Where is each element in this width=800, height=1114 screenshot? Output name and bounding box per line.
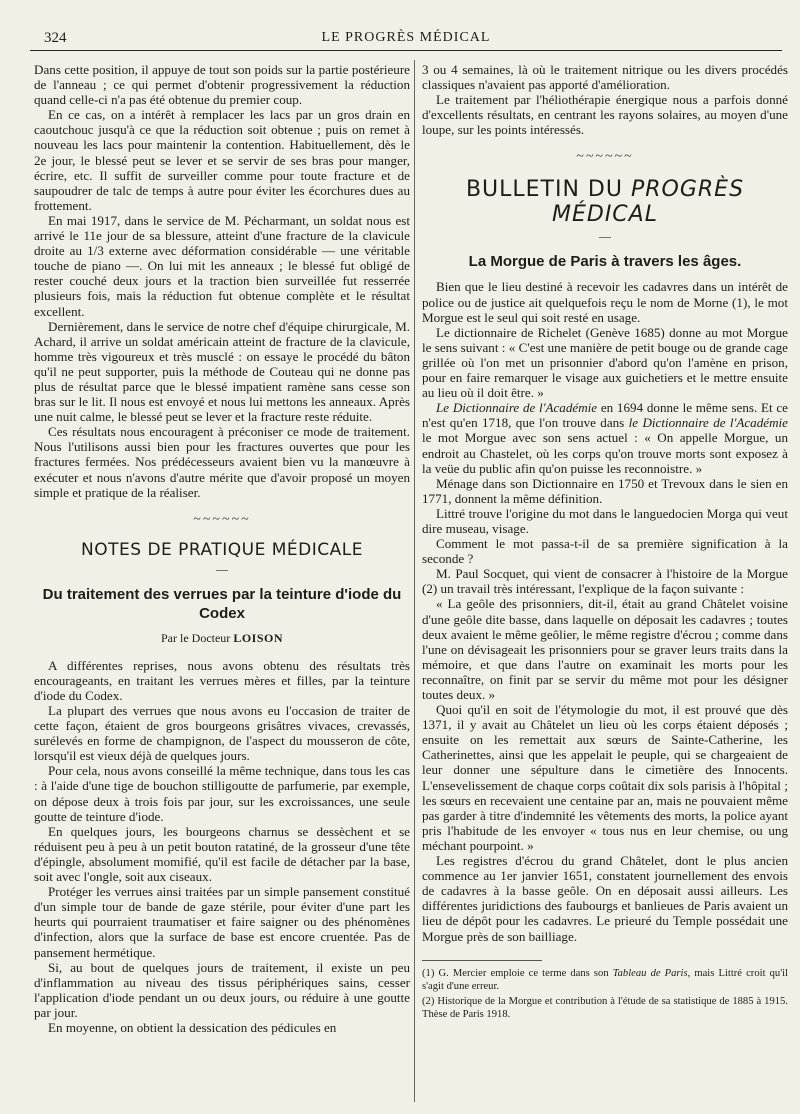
paragraph: Le dictionnaire de Richelet (Genève 1685) donne au mot Morgue le sens suivant : « C'est une manière de petit bouge ou de grande cage grillée où l'on met un prisonnier d'abord qu'on l'amène en prison, pour en faire remarquer le visage aux guichetiers et le mettre ensuite au lieu où il doit être. » (422, 324, 788, 401)
section-title-part: PROGRÈS MÉDICAL (552, 177, 745, 228)
paragraph: Quoi qu'il en soit de l'étymologie du mot, il est prouvé que dès 1371, il y avait au Châtelet un lieu où les corps étaient déposés ; ensuite on les remettait aux sœurs de Sainte-Catherine, les Catherinettes, ainsi que les appelait le peuple, qui se chargeaient de leur donner une sépulture dans le cimetière des Innocents. L'ensevelissement de chaque corps coûtait dix sols parisis à l'hôpital ; les sœurs en recevaient une centaine par an, mais ne pouvaient même pas garder à titre d'indemnité les vêtements des morts, la police ayant pris l'habitude de les envoyer « tous nus en leur chemise, ou ung méchant pourpoint. » (422, 702, 788, 853)
page-header (30, 28, 782, 51)
footnote (422, 967, 788, 993)
dash: — (599, 229, 611, 244)
paragraph: Si, au bout de quelques jours de traitement, il existe un peu d'inflammation au niveau des tissus périphériques sains, cesser l'application d'iode pendant un ou deux jours, ou réduire à une goutte par jour. (34, 959, 410, 1020)
text-run: , mais Littré croit qu'il s'agit d'une erreur. (422, 967, 788, 992)
section-title: NOTES DE PRATIQUE MÉDICALE (81, 539, 363, 560)
paragraph: En moyenne, on obtient la dessication des pédicules en (48, 1019, 337, 1035)
paragraph: M. Paul Socquet, qui vient de consacrer à l'histoire de la Morgue (2) un travail très intéressant, l'explique de la façon suivante : (422, 566, 788, 597)
paragraph: A différentes reprises, nous avons obtenu des résultats très encourageants, en traitant les verrues mères et filles, par la teinture d'iode du Codex. (34, 657, 410, 703)
left-column (34, 62, 410, 1102)
paragraph: Protéger les verrues ainsi traitées par un simple pansement constitué d'un simple tour de bande de gaze stérile, pour éviter d'une part les heurts qui pourraient traumatiser et faire saigner ou des phénomènes d'infection, alors que la surface de base est encore cruentée. Pas de pansement hermétique. (34, 884, 410, 960)
italic-text: Le Dictionnaire de l'Académie (436, 400, 598, 416)
text-run: le mot Morgue avec son sens actuel : « On appelle Morgue, un endroit au Chastelet, où les corps qu'on trouve morts sont exposez à la veüe du public afin qu'on puisse les reconnoistre. » (422, 430, 788, 476)
paragraph: La plupart des verrues que nous avons eu l'occasion de traiter de cette façon, étaient de gros bourgeons grisâtres vivaces, crevassés, surélevés en forme de champignon, de l'aspect du mousseron de côte, lorsqu'il est vieux déjà de quelques jours. (34, 703, 410, 764)
right-column (422, 62, 788, 1102)
article-title: Du traitement des verrues par la teinture d'iode du Codex (42, 585, 402, 622)
footnote: (2) Historique de la Morgue et contribution à l'étude de sa statistique de 1885 à 1915. Thèse de Paris 1918. (422, 995, 788, 1020)
italic-text: le Dictionnaire de l'Académie (628, 415, 788, 431)
paragraph: 3 ou 4 semaines, là où le traitement nitrique ou les divers procédés classiques n'avaient pas apporté d'amélioration. (422, 62, 788, 93)
running-title: LE PROGRÈS MÉDICAL (321, 30, 491, 45)
text-run: (1) G. Mercier emploie ce terme dans son (422, 967, 613, 979)
ornament-divider: ~~~~~~ (576, 149, 634, 165)
paragraph: Bien que le lieu destiné à recevoir les cadavres dans un intérêt de police ou de justice ait quelquefois reçu le nom de Morne (1), le mot Morgue est le seul qui soit resté en usage. (422, 279, 788, 325)
byline-author: LOISON (233, 630, 283, 645)
paragraph: Le traitement par l'héliothérapie énergique nous a parfois donné d'excellents résultats, en centrant les rayons solaires, au moyen d'une loupe, sur les points intéressés. (422, 92, 788, 138)
text-run: en 1694 donne le même sens. Et ce n'est qu'en 1718, que l'on trouve dans (422, 400, 788, 431)
footnote-rule (422, 960, 542, 961)
paragraph: Les registres d'écrou du grand Châtelet, dont le plus ancien commence au 1er janvier 1651, constatent journellement des envois de cadavres à la basse geôle. On en déposait aussi ailleurs. Les différentes juridictions des faubourgs et banlieues de Paris avaient un lieu de dépôt pour les cadavres. Le prieuré du Temple possédait une Morgue près de son bailliage. (422, 853, 788, 944)
paragraph: Dernièrement, dans le service de notre chef d'équipe chirurgicale, M. Achard, il arrive un soldat américain atteint de fracture de la clavicule, homme très vigoureux et très musclé : on essaye le procédé du bâton qu'il ne peut supporter, puis la méthode de Couteau qui ne donne pas plus de résultat parce que le blessé impatient ramène sans cesse son bras sur le lit. Il nous est envoyé et nous lui mettons les anneaux. Après une nuit calme, le blessé peut se lever et la fracture reste réduite. (34, 318, 410, 425)
dash: — (216, 561, 228, 576)
column-divider (414, 60, 415, 1102)
paragraph: Comment le mot passa-t-il de sa première signification à la seconde ? (422, 536, 788, 567)
paragraph: Littré trouve l'origine du mot dans le languedocien Morga qui veut dire museau, visage. (422, 505, 788, 536)
paragraph: Pour cela, nous avons conseillé la même technique, dans tous les cas : à l'aide d'une tige de bouchon stilligoutte de parfumerie, par exemple, on dépose deux à trois fois par jour, sur les excroissances, une seule goutte de teinture d'iode. (34, 763, 410, 824)
byline-prefix: Par le Docteur (161, 630, 231, 645)
paragraph: Dans cette position, il appuye de tout son poids sur la partie postérieure de l'anneau ; ce qui permet d'obtenir progressivement la réduction quand celle-ci n'a pas été obtenue du premier coup. (34, 62, 410, 108)
italic-text: Tableau de Paris (612, 967, 688, 979)
section-title (422, 177, 788, 227)
paragraph: En ce cas, on a intérêt à remplacer les lacs par un gros drain en caoutchouc jusqu'à ce que la réduction soit obtenue ; puis on remet à nouveau les lacs pour maintenir la contention. Habituellement, dès le 2e jour, le blessé peut se lever et se servir de ses bras pour manger, écrire, etc. Il suffit de surveiller comme pour toute fracture et de saupoudrer de talc de temps à autre pour éviter les écorchures dues au frottement. (34, 107, 410, 213)
paragraph: Ménage dans son Dictionnaire en 1750 et Trevoux dans le sien en 1771, donnent la même définition. (422, 475, 788, 506)
section-title-part: BULLETIN DU (465, 177, 623, 203)
page-number: 324 (44, 30, 67, 46)
paragraph: En quelques jours, les bourgeons charnus se dessèchent et se réduisent peu à peu à un petit bouton ratatiné, de la grosseur d'une tête d'épingle, absolument momifié, qu'il est facile de détacher par la base, soit avec l'ongle, soit aux ciseaux. (34, 823, 410, 885)
paragraph (422, 400, 788, 475)
paragraph: Ces résultats nous encouragent à préconiser ce mode de traitement. Nous l'utilisons aussi bien pour les fractures ouvertes que pour les fractures fermées. Nos prédécesseurs avaient bien vu la manœuvre à exécuter et nous n'avons d'autre mérite que d'avoir proposé un moyen simple et pratique de la réaliser. (34, 424, 410, 500)
paragraph: En mai 1917, dans le service de M. Pécharmant, un soldat nous est arrivé le 11e jour de sa blessure, atteint d'une fracture de la clavicule droite au 1/3 externe avec déformation considérable — une véritable touche de piano —. On lui mit les anneaux ; le blessé fut obligé de rester couché deux jours et la traction bien surveillée fut resserrée plusieurs fois, mais la réduction fut obtenue complète et le résultat excellent. (34, 212, 410, 319)
byline (34, 631, 410, 646)
ornament-divider: ~~~~~~ (193, 511, 251, 527)
paragraph: « La geôle des prisonniers, dit-il, était au grand Châtelet voisine d'une geôle dite basse, dans laquelle on déposait les cadavres ; toutes deux avaient le même geôlier, le même registre d'écrou ; comme dans l'une on dévisageait les prisonniers pour se graver leurs traits dans la mémoire, et que dans l'autre on examinait les morts pour les reconnaître, on finit par se servir du même mot pour les désigner toutes deux. » (422, 596, 788, 702)
article-title: La Morgue de Paris à travers les âges. (468, 253, 742, 271)
